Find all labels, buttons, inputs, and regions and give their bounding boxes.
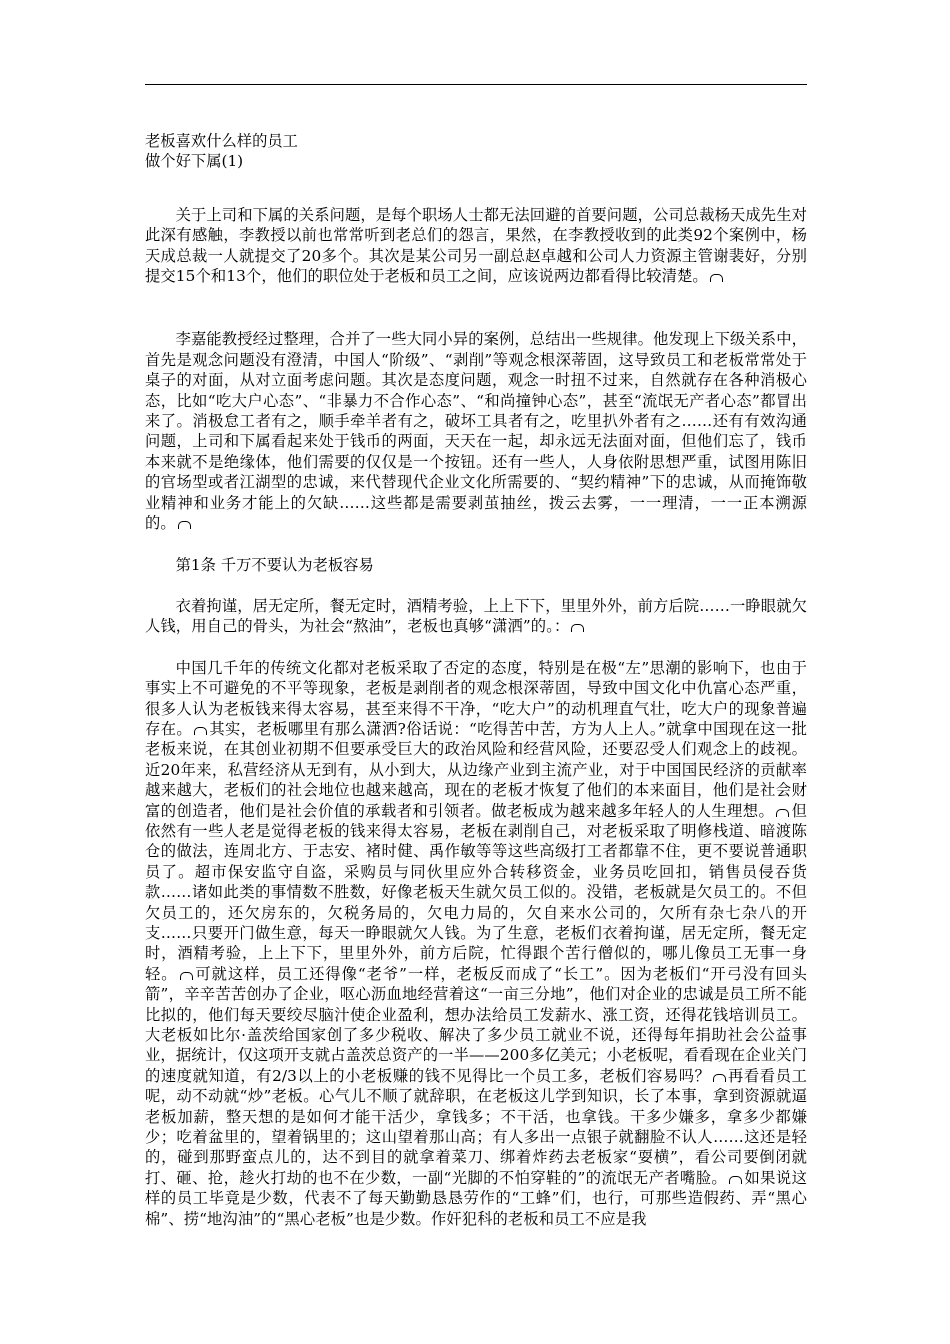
paragraph-mark-icon: [571, 624, 584, 632]
document-body: [145, 131, 807, 1229]
title-block: [145, 131, 807, 172]
paragraph-text: 可就这样，员工还得像“老爷”一样，老板反而成了“长工”。因为老板们“开弓没有回头箭”，辛辛苦苦创办了企业，呕心沥血地经营着这“一亩三分地”，他们对企业的忠诚是员工所不能比拟的，他们每天要绞尽脑汁使企业盈利，想办法给员工发薪水、涨工资，还得花钱培训员工。大老板如比尔·盖茨给国家创了多少税收、解决了多少员工就业不说，还得每年捐助社会公益事业，据统计，仅这项开支就占盖茨总资产的一半——200多亿美元；小老板呢，看看现在企业关门的速度就知道，有2/3以上的小老板赚的钱不见得比一个员工多，老板们容易吗？: [145, 964, 807, 1085]
paragraph-mark-icon: [776, 809, 789, 817]
paragraph-mark-icon: [729, 1176, 742, 1184]
header-rule: [145, 84, 807, 85]
paragraph-mark-icon: [713, 1074, 726, 1082]
document-subtitle: 做个好下属(1): [145, 152, 244, 171]
paragraph-text: 其实，老板哪里有那么潇洒?俗话说：“吃得苦中苦，方为人上人。”就拿中国现在这一批老板来说，在其创业初期不但要承受巨大的政治风险和经营风险，还要忍受人们观念上的歧视。近20年来，私营经济从无到有，从小到大，从边缘产业到主流产业，对于中国国民经济的贡献率越来越大，老板们的社会地位也越来越高，现在的老板才恢复了他们的本来面目，他们是社会财富的创造者，他们是社会价值的承载者和引领者。做老板成为越来越多年轻人的人生理想。: [145, 719, 807, 820]
paragraph-text: 中国几千年的传统文化都对老板采取了否定的态度，特别是在极“左”思潮的影响下，也由于事实上不可避免的不平等现象，老板是剥削者的观念根深蒂固，导致中国文化中仇富心态严重，很多人认为老板钱来得太容易，甚至来得不干净，“吃大户”的动机理直气壮，吃大户的现象普遍存在。: [145, 658, 807, 738]
paragraph-text: 李嘉能教授经过整理，合并了一些大同小异的案例，总结出一些规律。他发现上下级关系中，首先是观念问题没有澄清，中国人“阶级”、“剥削”等观念根深蒂固，这导致员工和老板常常处于桌子的对面，从对立面考虑问题。其次是态度问题，观念一时扭不过来，自然就存在各种消极心态，比如“吃大户心态”、“非暴力不合作心态”、“和尚撞钟心态”，甚至“流氓无产者心态”都冒出来了。消极怠工者有之，顺手牵羊者有之，破坏工具者有之，吃里扒外者有之……还有有效沟通问题，上司和下属看起来处于钱币的两面，天天在一起，却永远无法面对面，但他们忘了，钱币本来就不是绝缘体，他们需要的仅仅是一个按钮。还有一些人，人身依附思想严重，试图用陈旧的官场型或者江湖型的忠诚，来代替现代企业文化所需要的、“契约精神”下的忠诚，从而掩饰敬业精神和业务才能上的欠缺……这些都是需要剥茧抽丝，拨云去雾，一一理清，一一正本溯源的。: [145, 330, 807, 533]
paragraph-mark-icon: [180, 972, 193, 980]
paragraph-mark-icon: [710, 274, 723, 282]
paragraph-text: 但依然有一些人老是觉得老板的钱来得太容易，老板在剥削自己，对老板采取了明修栈道、暗渡陈仓的做法，连周北方、于志安、褚时健、禹作敏等等这些高级打工者都靠不住，更不要说普通职员了。超市保安监守自盗，采购员与同伙里应外合转移资金，业务员吃回扣，销售员侵吞货款……诸如此类的事情数不胜数，好像老板天生就欠员工似的。没错，老板就是欠员工的。不但欠员工的，还欠房东的，欠税务局的，欠电力局的，欠自来水公司的，欠所有杂七杂八的开支……只要开门做生意，每天一睁眼就欠人钱。为了生意，老板们衣着拘谨，居无定所，餐无定时，酒精考验，上上下下，里里外外，前方后院，忙得跟个苦行僧似的，哪儿像员工无事一身轻。: [145, 801, 807, 983]
paragraph-article-lead: [145, 596, 807, 637]
paragraph-text: 衣着拘谨，居无定所，餐无定时，酒精考验，上上下下，里里外外，前方后院……一睁眼就欠人钱，用自己的骨头，为社会“熬油”，老板也真够“潇洒”的。：: [145, 596, 807, 636]
article-heading: 第1条 千万不要认为老板容易: [175, 555, 374, 574]
paragraph-main: [145, 658, 807, 1229]
document-title: 老板喜欢什么样的员工: [145, 132, 298, 150]
paragraph-mark-icon: [178, 521, 191, 529]
paragraph-text: 关于上司和下属的关系问题，是每个职场人士都无法回避的首要问题，公司总裁杨天成先生对此深有感触，李教授以前也常常听到老总们的怨言，果然，在李教授收到的此类92个案例中，杨天成总裁一人就提交了20多个。其次是某公司另一副总赵卓越和公司人力资源主管谢裴好，分别提交15个和13个，他们的职位处于老板和员工之间，应该说两边都看得比较清楚。: [145, 205, 807, 286]
paragraph-text: 再看看员工呢，动不动就“炒”老板。心气儿不顺了就辞职，在老板这儿学到知识，长了本事，拿到资源就逼老板加薪，整天想的是如何才能干活少，拿钱多；不干活，也拿钱。干多少嫌多，拿多少都嫌少；吃着盆里的，望着锅里的；这山望着那山高；有人多出一点银子就翻脸不认人……这还是轻的，碰到那野蛮点儿的，达不到目的就拿着菜刀、绑着炸药去老板家“耍横”，看公司要倒闭就打、砸、抢，趁火打劫的也不在少数，一副“光脚的不怕穿鞋的”的流氓无产者嘴脸。: [145, 1066, 807, 1187]
paragraph-summary: [145, 329, 807, 533]
paragraph-intro: [145, 205, 807, 287]
paragraph-text: 如果说这样的员工毕竟是少数，代表不了每天勤勤恳恳劳作的“工蜂”们，也行，可那些造假药、弄“黑心棉”、捞“地沟油”的“黑心老板”也是少数。作奸犯科的老板和员工不应是我: [145, 1168, 807, 1228]
paragraph-mark-icon: [194, 727, 207, 735]
